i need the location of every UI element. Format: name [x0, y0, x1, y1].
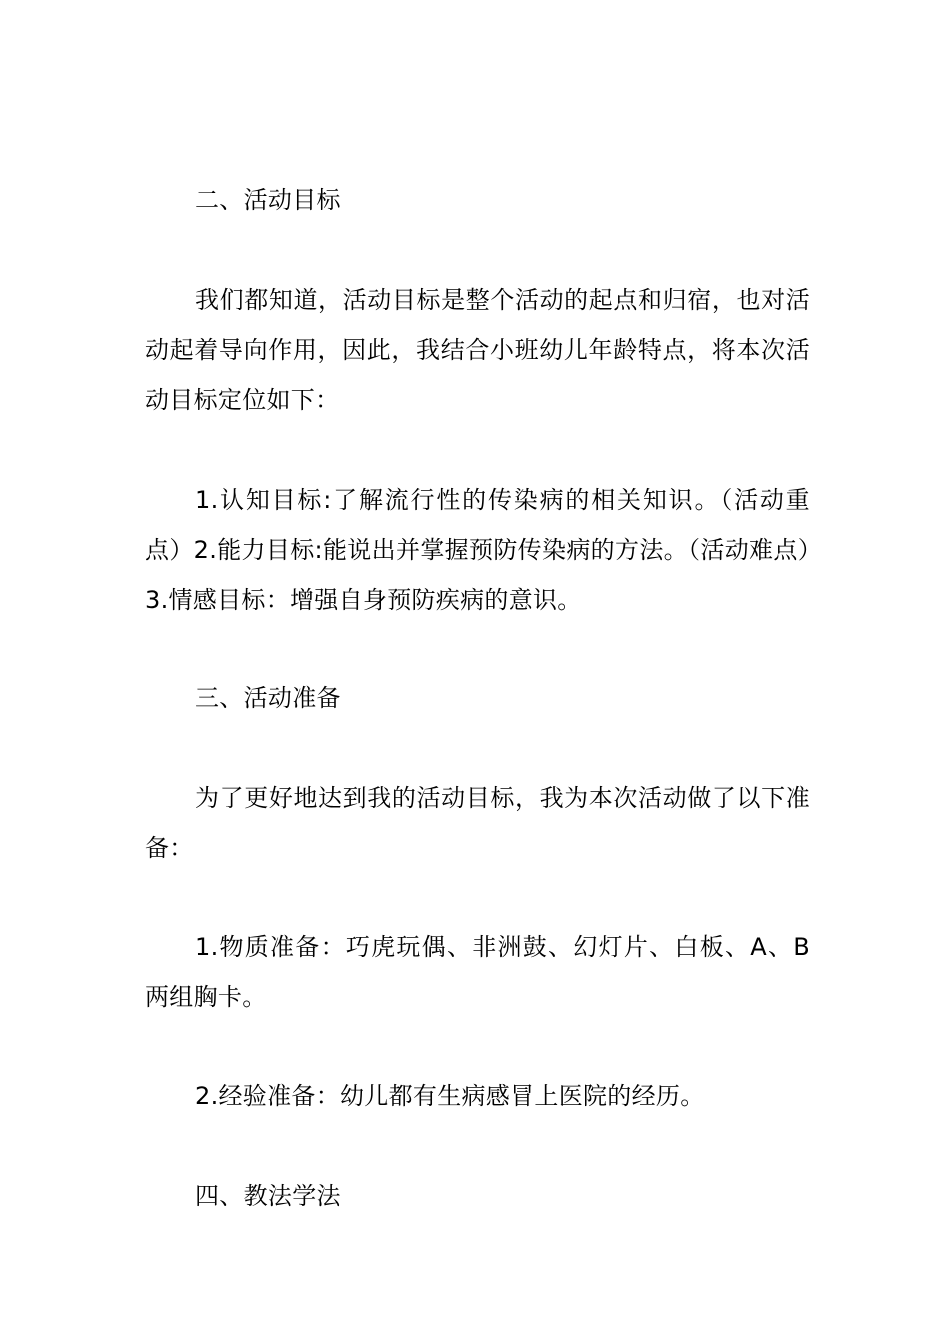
paragraph-material-preparation: 1.物质准备：巧虎玩偶、非洲鼓、幻灯片、白板、A、B两组胸卡。 [145, 933, 810, 1011]
paragraph-experience-preparation: 2.经验准备：幼儿都有生病感冒上医院的经历。 [195, 1082, 705, 1110]
section-heading-preparation: 三、活动准备 [195, 684, 341, 712]
section-heading-methods: 四、教法学法 [195, 1182, 341, 1210]
paragraph-preparation-intro: 为了更好地达到我的活动目标，我为本次活动做了以下准备： [145, 784, 810, 862]
section-heading-goals: 二、活动目标 [195, 186, 341, 214]
paragraph-goals-list: 1.认知目标:了解流行性的传染病的相关知识。（活动重点）2.能力目标:能说出并掌握预防传染病的方法。（活动难点）3.情感目标：增强自身预防疾病的意识。 [145, 486, 810, 614]
paragraph-goals-intro: 我们都知道，活动目标是整个活动的起点和归宿，也对活动起着导向作用，因此，我结合小班幼儿年龄特点，将本次活动目标定位如下： [145, 286, 810, 414]
